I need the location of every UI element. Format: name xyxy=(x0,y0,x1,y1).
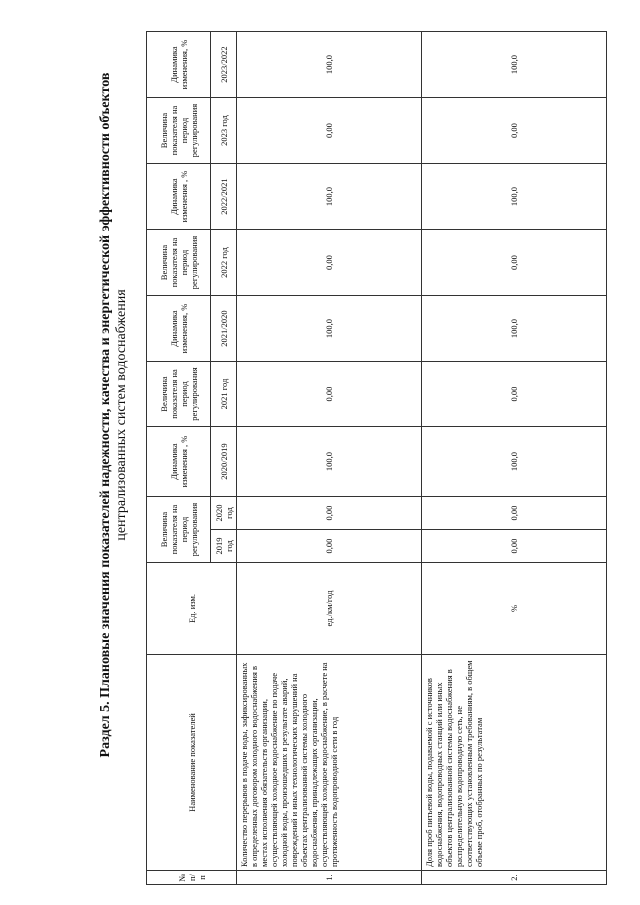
period-2021: 2021 год xyxy=(211,362,237,427)
period-2022: 2022 год xyxy=(211,230,237,296)
row-value-2022: 0,00 xyxy=(422,230,607,296)
row-unit: ед./км/год xyxy=(237,563,422,655)
header-name: Наименование показателей xyxy=(147,655,237,871)
period-2019: 2019 год xyxy=(211,530,237,563)
row-dyn-2021: 100,0 xyxy=(237,296,422,362)
header-unit: Ед. изм. xyxy=(147,563,237,655)
period-2023: 2023 год xyxy=(211,98,237,164)
row-dyn-2020: 100,0 xyxy=(422,427,607,497)
row-dyn-2021: 100,0 xyxy=(422,296,607,362)
row-dyn-2023: 100,0 xyxy=(422,32,607,98)
row-value-2022: 0,00 xyxy=(237,230,422,296)
row-dyn-2023: 100,0 xyxy=(237,32,422,98)
section-heading xyxy=(98,65,130,765)
header-num: № п/п xyxy=(147,871,237,885)
heading-line-1: Раздел 5. Плановые значения показателей надежности, качества и энергетической эффективности объектов xyxy=(98,72,113,758)
header-value-2021: Величина показателя на период регулирования xyxy=(147,362,211,427)
header-row xyxy=(147,32,211,885)
header-dyn-2023: Динамика изменения, % xyxy=(147,32,211,98)
table-row xyxy=(237,32,422,885)
header-value-2022: Величина показателя на период регулирования xyxy=(147,230,211,296)
indicators-table xyxy=(146,31,607,885)
row-value-2021: 0,00 xyxy=(237,362,422,427)
row-value-2020: 0,00 xyxy=(237,497,422,530)
row-value-2023: 0,00 xyxy=(422,98,607,164)
period-2021-2020: 2021/2020 xyxy=(211,296,237,362)
header-value-2023: Величина показателя на период регулирования xyxy=(147,98,211,164)
header-value-2019-2020: Величина показателя на период регулирования xyxy=(147,497,211,563)
period-2020: 2020 год xyxy=(211,497,237,530)
row-dyn-2020: 100,0 xyxy=(237,427,422,497)
header-dyn-2022: Динамика изменения , % xyxy=(147,164,211,230)
period-2022-2021: 2022/2021 xyxy=(211,164,237,230)
period-2023-2022: 2023/2022 xyxy=(211,32,237,98)
row-dyn-2022: 100,0 xyxy=(422,164,607,230)
row-value-2021: 0,00 xyxy=(422,362,607,427)
row-value-2023: 0,00 xyxy=(237,98,422,164)
heading-line-2: централизованных систем водоснабжения xyxy=(114,289,129,541)
header-dyn-2021: Динамика изменения, % xyxy=(147,296,211,362)
row-unit: % xyxy=(422,563,607,655)
row-value-2020: 0,00 xyxy=(422,497,607,530)
row-name: Количество перерывов в подаче воды, зафиксированных в определенных договором холодного водоснабжения в местах исполнения обязательств организации, осуществляющей холодное водоснабжение по подаче холодной воды, произошедших в результате аварий, повреждений и иных технологических нарушений на объектах централизованной системы холодного водоснабжения, принадлежащих организации, осуществляющей холодное водоснабжение, в расчете на протяженность водопроводной сети в год xyxy=(237,655,422,871)
table-row xyxy=(422,32,607,885)
row-value-2019: 0,00 xyxy=(237,530,422,563)
row-value-2019: 0,00 xyxy=(422,530,607,563)
row-name: Доля проб питьевой воды, подаваемой с источников водоснабжения, водопроводных станций или иных объектов централизованной системы водоснабжения в распределительную водопроводную сеть, не соответствующих установленным требованиям, в общем объеме проб, отобранных по результатам xyxy=(422,655,607,871)
row-dyn-2022: 100,0 xyxy=(237,164,422,230)
row-num: 1. xyxy=(237,871,422,885)
header-dyn-2020: Динамика изменения , % xyxy=(147,427,211,497)
period-2020-2019: 2020/2019 xyxy=(211,427,237,497)
row-num: 2. xyxy=(422,871,607,885)
